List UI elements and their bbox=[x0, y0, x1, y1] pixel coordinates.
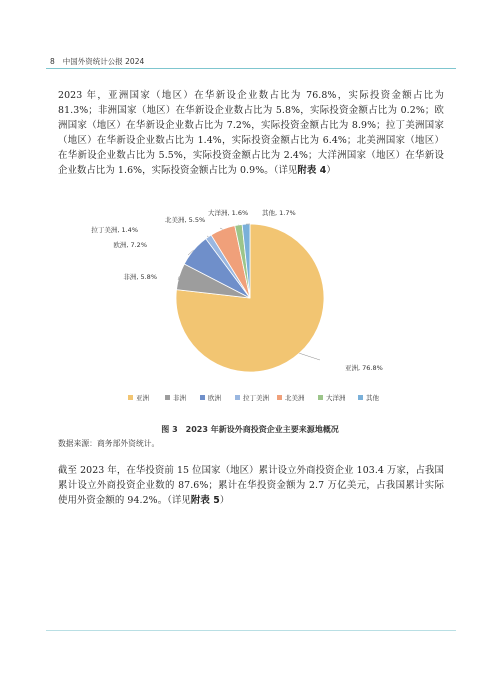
leader-line-0 bbox=[299, 353, 320, 360]
footer-rule bbox=[46, 630, 456, 631]
slice-label-5: 大洋洲, 1.6% bbox=[208, 209, 249, 217]
legend-label-1: 非洲 bbox=[173, 394, 186, 402]
slice-label-6: 其他, 1.7% bbox=[262, 209, 296, 217]
legend-label-3: 拉丁美洲 bbox=[243, 394, 269, 402]
legend-swatch-3 bbox=[235, 395, 240, 400]
figure-caption: 图 3 2023 年新设外商投资企业主要来源地概况 bbox=[161, 425, 339, 434]
paragraph-tail: ） bbox=[219, 495, 230, 506]
legend-label-2: 欧洲 bbox=[208, 394, 221, 402]
legend-swatch-6 bbox=[358, 395, 363, 400]
appendix-reference[interactable]: 附表 4 bbox=[297, 165, 327, 176]
data-source-note: 数据来源：商务部外资统计。 bbox=[58, 439, 160, 448]
slice-label-0: 亚洲, 76.8% bbox=[345, 364, 383, 372]
legend-swatch-0 bbox=[128, 395, 133, 400]
slice-label-2: 欧洲, 7.2% bbox=[113, 241, 147, 249]
leader-line-3 bbox=[207, 236, 208, 237]
slice-label-3: 拉丁美洲, 1.4% bbox=[91, 226, 138, 234]
legend-swatch-2 bbox=[200, 395, 205, 400]
leader-line-4 bbox=[220, 228, 223, 229]
page-number: 8 bbox=[50, 57, 55, 66]
paragraph-top15 bbox=[58, 463, 444, 508]
appendix-reference[interactable]: 附表 5 bbox=[190, 495, 220, 506]
legend-swatch-1 bbox=[165, 395, 170, 400]
legend-swatch-4 bbox=[277, 395, 282, 400]
paragraph-text: 截至 2023 年，在华投资前 15 位国家（地区）累计设立外商投资企业 103.4 万家，占我国累计设立外商投资企业数的 87.6%；累计在华投资金额为 2.7 万亿美元，占我国累计实际使用外资金额的 94.2%。（详见 bbox=[58, 465, 444, 506]
legend-label-6: 其他 bbox=[366, 394, 379, 402]
legend-label-4: 北美洲 bbox=[285, 394, 305, 402]
paragraph-regional-shares bbox=[58, 88, 444, 178]
slice-label-4: 北美洲, 5.5% bbox=[165, 216, 206, 224]
paragraph-tail: ） bbox=[326, 165, 336, 176]
slice-label-1: 非洲, 5.8% bbox=[123, 273, 157, 281]
legend-swatch-5 bbox=[318, 395, 323, 400]
page-header bbox=[50, 56, 144, 67]
publication-title: 中国外资统计公报 2024 bbox=[62, 57, 145, 66]
pie-chart bbox=[0, 200, 500, 420]
legend-label-0: 亚洲 bbox=[136, 394, 149, 402]
paragraph-text: 2023 年，亚洲国家（地区）在华新设企业数占比为 76.8%，实际投资金额占比为 81.3%；非洲国家（地区）在华新设企业数占比为 5.8%，实际投资金额占比为 0.2%；欧洲国家（地区）在华新设企业数占比为 7.2%，实际投资金额占比为 8.9%；拉丁美洲国家（地区）在华新设企业数占比为 1.4%，实际投资金额占比为 6.4%；北美洲国家（地区）在华新设企业数占比为 5.5%，实际投资金额占比为 2.4%；大洋洲国家（地区）在华新设企业数占比为 1.6%，实际投资金额占比为 0.9%。（详见 bbox=[58, 90, 444, 176]
header-rule bbox=[46, 68, 456, 69]
pie-chart-container bbox=[0, 200, 500, 420]
legend-label-5: 大洋洲 bbox=[326, 394, 346, 402]
